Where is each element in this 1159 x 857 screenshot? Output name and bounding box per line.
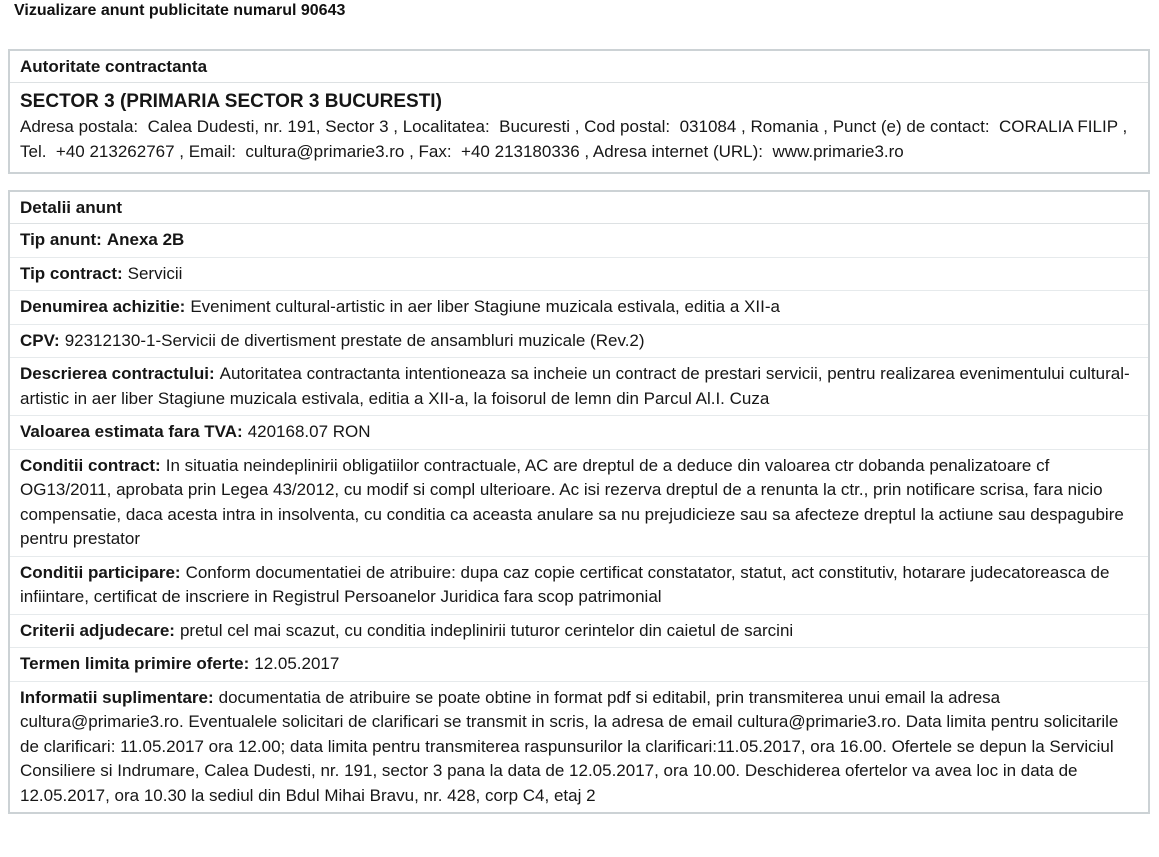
- field-label: Informatii suplimentare:: [20, 687, 214, 707]
- field-informatii-suplimentare: [10, 681, 1148, 813]
- authority-box: [8, 49, 1150, 174]
- field-label: Conditii contract:: [20, 455, 161, 475]
- field-value: Conform documentatiei de atribuire: dupa caz copie certificat constatator, statut, act constitutiv, hotarare judecatoreasca de infiintare, certificat de inscriere in Registrul Persoanelor Juridica fara scop patrimonial: [20, 562, 1110, 606]
- field-conditii-participare: [10, 556, 1148, 614]
- field-label: Criterii adjudecare:: [20, 620, 175, 640]
- field-tip-anunt: [10, 224, 1148, 257]
- field-value: 92312130-1-Servicii de divertisment prestate de ansambluri muzicale (Rev.2): [64, 330, 645, 350]
- field-descrierea-contractului: [10, 357, 1148, 415]
- authority-name: SECTOR 3 (PRIMARIA SECTOR 3 BUCURESTI): [20, 91, 442, 112]
- field-value: 12.05.2017: [254, 654, 340, 673]
- field-criterii-adjudecare: [10, 614, 1148, 648]
- authority-address: Adresa postala: Calea Dudesti, nr. 191, Sector 3 , Localitatea: Bucuresti , Cod postal: 031084 , Romania , Punct (e) de contact: CORALIA FILIP , Tel. +40 213262767 , Email: cultura@primarie3.ro , Fax: +40 213180336 , Adresa internet (URL): www.primarie3.ro: [20, 117, 1132, 161]
- authority-header: Autoritate contractanta: [10, 51, 1148, 83]
- field-value: Autoritatea contractanta intentioneaza sa incheie un contract de prestari servicii, pentru realizarea evenimentului cultural-artistic in aer liber Stagiune muzicala estivala, editia a XII-a, la foisorul de lemn din Parcul Al.I. Cuza: [20, 364, 1130, 408]
- field-label: Conditii participare:: [20, 562, 181, 582]
- page-title: Vizualizare anunt publicitate numarul 90643: [14, 2, 346, 19]
- field-valoarea-estimata: [10, 415, 1148, 449]
- field-value: 420168.07 RON: [247, 422, 371, 441]
- field-label: Descrierea contractului:: [20, 364, 215, 383]
- field-denumirea-achizitie: [10, 290, 1148, 324]
- field-value: pretul cel mai scazut, cu conditia indeplinirii tuturor cerintelor din caietul de sarcini: [179, 620, 794, 640]
- field-label: CPV:: [20, 330, 60, 350]
- field-label: Valoarea estimata fara TVA:: [20, 422, 243, 441]
- field-label: Tip contract:: [20, 263, 123, 283]
- field-value: documentatia de atribuire se poate obtine in format pdf si editabil, prin transmiterea unui email la adresa cultura@primarie3.ro. Eventualele solicitari de clarificari se transmit in scris, la adresa de email cultura@primarie3.ro. Data limita pentru solicitarile de clarificari: 11.05.2017 ora 12.00; data limita pentru transmiterea raspunsurilor la clarificari:11.05.2017, ora 16.00. Ofertele se depun la Serviciul Consiliere si Indrumare, Calea Dudesti, nr. 191, sector 3 pana la data de 12.05.2017, ora 10.00. Deschiderea ofertelor va avea loc in data de 12.05.2017, ora 10.30 la sediul din Bdul Mihai Bravu, nr. 428, corp C4, etaj 2: [20, 687, 1119, 805]
- field-conditii-contract: [10, 449, 1148, 556]
- field-label: Termen limita primire oferte:: [20, 654, 250, 673]
- details-box: [8, 190, 1150, 814]
- field-label: Denumirea achizitie:: [20, 297, 186, 316]
- details-header: Detalii anunt: [10, 192, 1148, 224]
- authority-body: [10, 83, 1148, 172]
- field-value: In situatia neindeplinirii obligatiilor contractuale, AC are dreptul de a deduce din valoarea ctr dobanda penalizatoare cf OG13/2011, aprobata prin Legea 43/2012, cu modif si compl ulterioare. Ac isi rezerva dreptul de a renunta la ctr., prin notificare scrisa, fara nicio compensatie, daca acesta intra in insolventa, cu conditia ca aceasta anulare sa nu prejudicieze sau sa afecteze dreptul la actiune sau despagubire pentru prestator: [20, 455, 1124, 548]
- field-value: Anexa 2B: [106, 230, 185, 249]
- field-termen-limita: [10, 647, 1148, 681]
- field-cpv: [10, 324, 1148, 358]
- field-value: Eveniment cultural-artistic in aer liber Stagiune muzicala estivala, editia a XII-a: [190, 297, 780, 316]
- field-value: Servicii: [127, 263, 183, 283]
- field-label: Tip anunt:: [20, 230, 102, 249]
- field-tip-contract: [10, 257, 1148, 291]
